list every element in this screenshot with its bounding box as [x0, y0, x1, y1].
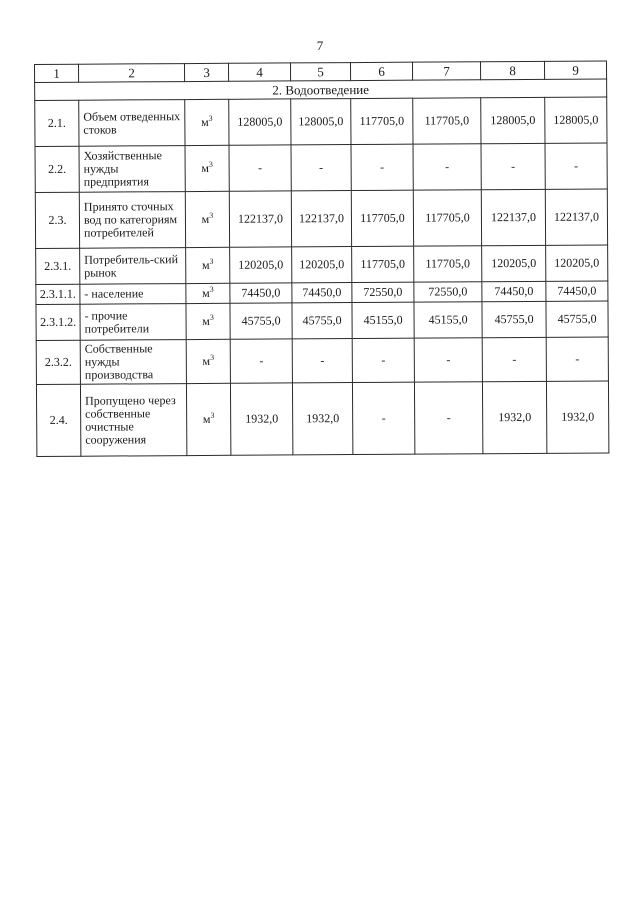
- row-value: 45755,0: [230, 303, 292, 339]
- row-unit: $м^3$: [185, 99, 229, 145]
- column-header: 2: [79, 64, 185, 83]
- column-header: 1: [35, 64, 79, 82]
- row-value: 72550,0: [352, 282, 414, 302]
- row-code: 2.1.: [35, 100, 79, 146]
- row-value: -: [230, 339, 292, 383]
- row-value: 117705,0: [413, 98, 481, 144]
- row-value: 117705,0: [351, 98, 413, 144]
- column-header: 7: [412, 62, 480, 80]
- row-unit: $м^3$: [186, 383, 230, 455]
- row-value: 74450,0: [546, 281, 608, 301]
- row-value: 120205,0: [482, 245, 546, 281]
- row-value: -: [546, 337, 608, 381]
- row-value: -: [481, 143, 545, 189]
- section-title: 2. Водоотведение: [35, 79, 607, 100]
- row-value: 120205,0: [292, 247, 352, 283]
- row-name: Собственные нужды производства: [80, 340, 186, 385]
- row-value: 1932,0: [546, 381, 608, 453]
- column-header: 4: [228, 63, 290, 81]
- row-value: 128005,0: [481, 97, 545, 143]
- row-value: 72550,0: [414, 282, 482, 302]
- row-value: 45155,0: [352, 302, 414, 338]
- row-value: -: [414, 338, 482, 382]
- table-row: [36, 337, 608, 384]
- row-code: 2.4.: [36, 384, 80, 456]
- row-value: 45755,0: [292, 303, 352, 339]
- row-value: 117705,0: [414, 246, 482, 282]
- row-name: - прочие потребители: [80, 304, 186, 341]
- row-value: 1932,0: [230, 383, 292, 455]
- row-value: 117705,0: [352, 246, 414, 282]
- row-value: -: [292, 339, 352, 383]
- row-unit: $м^3$: [186, 339, 230, 383]
- row-unit: $м^3$: [186, 283, 230, 303]
- row-value: -: [291, 145, 351, 191]
- row-value: 1932,0: [292, 383, 352, 455]
- row-value: -: [229, 145, 291, 191]
- table-row: [35, 97, 607, 146]
- column-header: 9: [544, 61, 606, 79]
- wastewater-table: [34, 60, 609, 456]
- column-header: 8: [480, 61, 544, 79]
- row-value: 128005,0: [291, 99, 351, 145]
- row-value: 128005,0: [229, 99, 291, 145]
- row-code: 2.2.: [35, 146, 79, 192]
- row-value: 122137,0: [291, 191, 351, 247]
- row-name: Принято сточных вод по категориям потребителей: [79, 192, 185, 249]
- row-code: 2.3.: [35, 192, 79, 248]
- column-header: 3: [185, 63, 229, 81]
- row-name: Объем отведенных стоков: [79, 100, 185, 147]
- row-value: 74450,0: [482, 281, 546, 301]
- row-value: 74450,0: [230, 283, 292, 303]
- page-number: 7: [316, 38, 324, 53]
- column-header: 6: [350, 62, 412, 80]
- row-value: 122137,0: [481, 189, 545, 245]
- row-value: -: [352, 382, 414, 454]
- row-code: 2.3.2.: [36, 340, 80, 384]
- table-row: [35, 143, 607, 192]
- row-name: Пропущено через собственные очистные сооружения: [80, 384, 186, 457]
- table-row: [36, 301, 608, 340]
- row-value: 120205,0: [230, 247, 292, 283]
- table-row: [36, 245, 608, 284]
- row-value: -: [352, 338, 414, 382]
- row-unit: $м^3$: [185, 145, 229, 191]
- row-value: 117705,0: [351, 190, 413, 246]
- row-value: 45155,0: [414, 302, 482, 338]
- column-header: 5: [290, 63, 350, 81]
- row-code: 2.3.1.2.: [36, 304, 80, 340]
- row-name: Хозяйственные нужды предприятия: [79, 146, 185, 193]
- row-value: 122137,0: [545, 189, 607, 245]
- row-value: 74450,0: [292, 283, 352, 303]
- row-value: 45755,0: [546, 301, 608, 337]
- row-value: 1932,0: [482, 381, 546, 453]
- row-unit: $м^3$: [186, 247, 230, 283]
- row-name: Потребитель-ский рынок: [80, 248, 186, 285]
- row-unit: $м^3$: [186, 303, 230, 339]
- row-value: -: [545, 143, 607, 189]
- row-value: 120205,0: [546, 245, 608, 281]
- row-name: - население: [80, 284, 186, 305]
- row-value: 117705,0: [413, 190, 481, 246]
- row-value: 45755,0: [482, 301, 546, 337]
- row-value: -: [414, 382, 482, 454]
- row-unit: $м^3$: [185, 191, 229, 247]
- row-value: -: [351, 144, 413, 190]
- row-value: -: [413, 144, 481, 190]
- row-code: 2.3.1.1.: [36, 284, 80, 304]
- row-value: 128005,0: [545, 97, 607, 143]
- row-value: -: [482, 337, 546, 381]
- table-row: [35, 189, 607, 248]
- table-row: [36, 381, 608, 456]
- row-value: 122137,0: [229, 191, 291, 247]
- row-code: 2.3.1.: [36, 248, 80, 284]
